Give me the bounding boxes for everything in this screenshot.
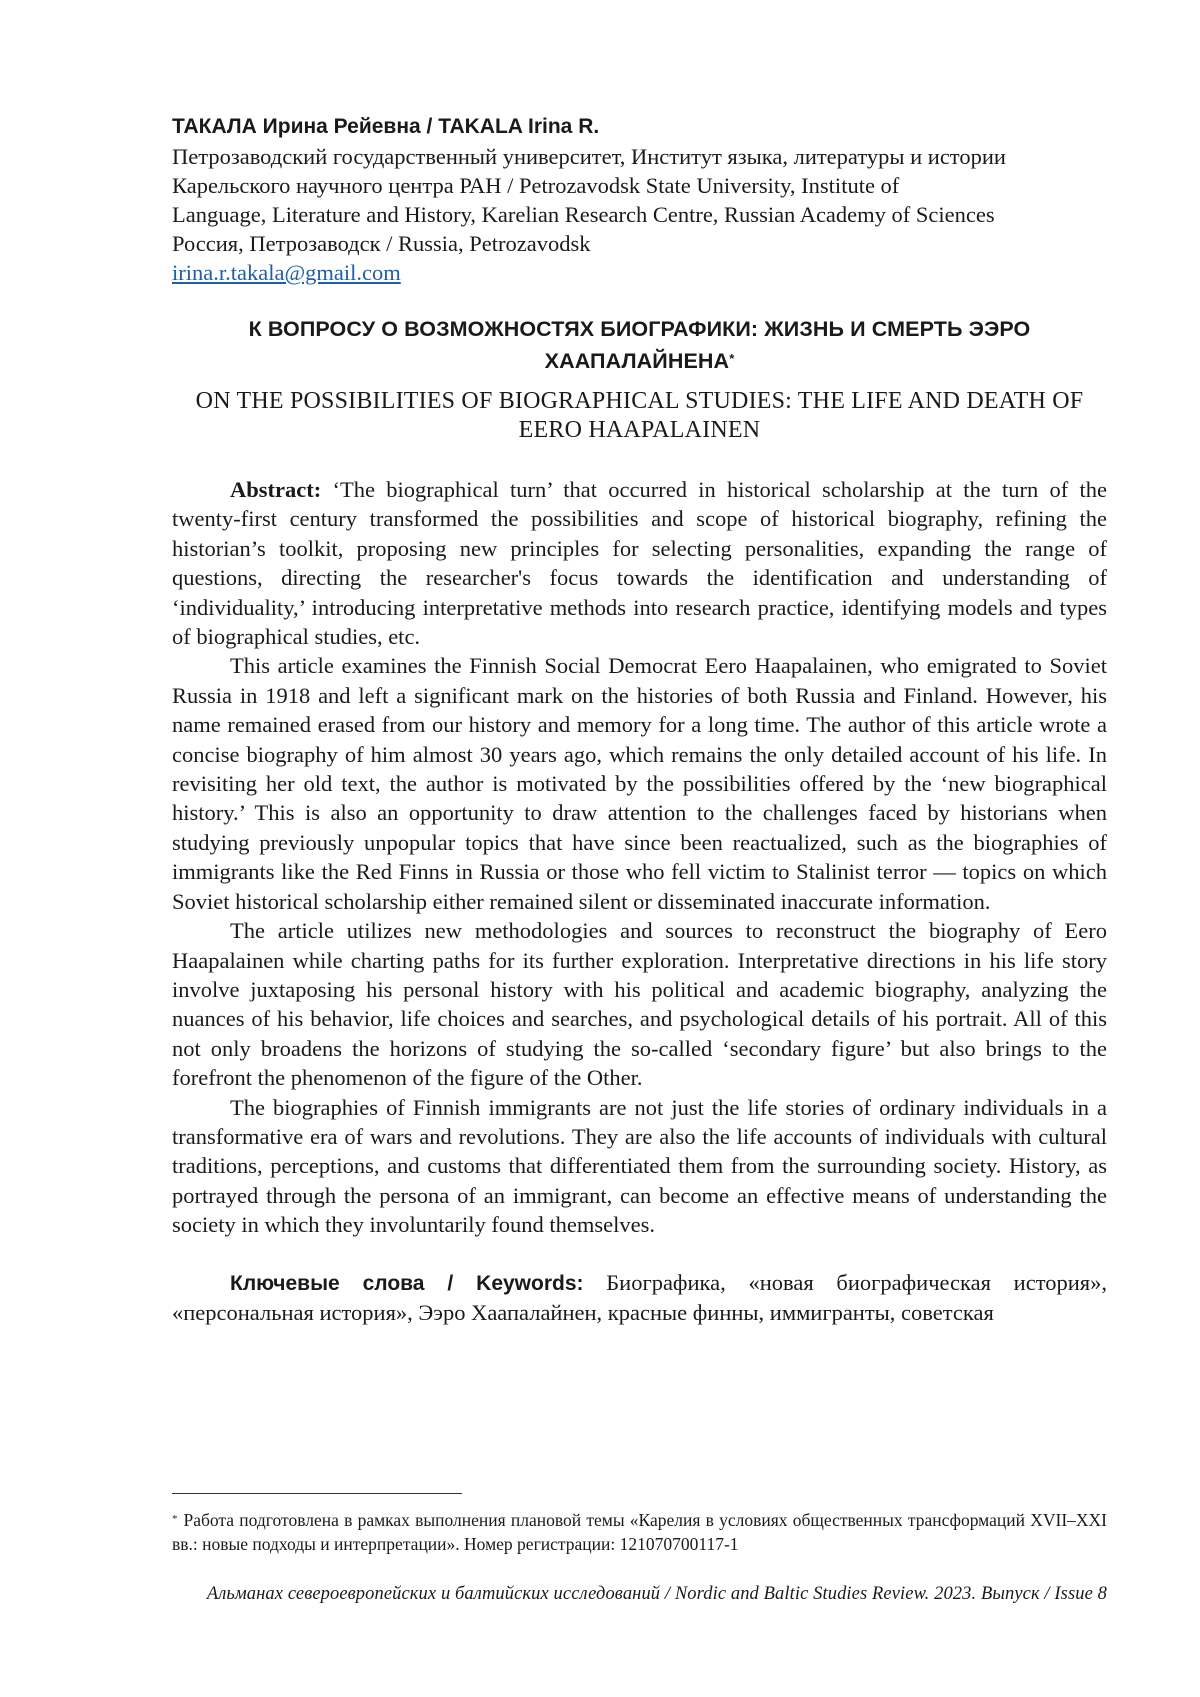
journal-footer: Альманах североевропейских и балтийских исследований / Nordic and Baltic Studies Review. 2023. Выпуск / Issue 8 [172, 1582, 1107, 1606]
author-name: ТАКАЛА Ирина Рейевна / TAKALA Irina R. [172, 112, 1107, 142]
keywords-paragraph [172, 1268, 1107, 1328]
footnote-divider [172, 1493, 462, 1494]
article-title-english: ON THE POSSIBILITIES OF BIOGRAPHICAL STUDIES: THE LIFE AND DEATH OF EERO HAAPALAINEN [172, 387, 1107, 445]
keywords-section [172, 1268, 1107, 1328]
article-first-page [172, 112, 1107, 1327]
footnote-marker: * [172, 1513, 178, 1525]
abstract-paragraph [172, 475, 1107, 651]
footnote [172, 1508, 1107, 1556]
author-affiliation [172, 142, 1107, 258]
abstract-paragraph: The biographies of Finnish immigrants are not just the life stories of ordinary individuals in a transformative era of wars and revolutions. They are also the life accounts of individuals with cultural traditions, perceptions, and customs that differentiated them from the surrounding society. History, as portrayed through the persona of an immigrant, can become an effective means of understanding the society in which they involuntarily found themselves. [172, 1093, 1107, 1240]
abstract-paragraph: The article utilizes new methodologies and sources to reconstruct the biography of Eero Haapalainen while charting paths for its further exploration. Interpretative directions in his life story involve juxtaposing his personal history with his political and academic biography, analyzing the nuances of his behavior, life choices and searches, and psychological details of his portrait. All of this not only broadens the horizons of studying the so-called ‘secondary figure’ but also brings to the forefront the phenomenon of the figure of the Other. [172, 916, 1107, 1092]
keywords-label: Ключевые слова / Keywords: [230, 1272, 584, 1295]
author-email-link[interactable]: irina.r.takala@gmail.com [172, 258, 401, 287]
article-title-russian [172, 313, 1107, 377]
title-ru-text: К ВОПРОСУ О ВОЗМОЖНОСТЯХ БИОГРАФИКИ: ЖИЗНЬ И СМЕРТЬ ЭЭРО ХААПАЛАЙНЕНА [249, 317, 1031, 373]
abstract-section [172, 475, 1107, 1240]
abstract-text: ‘The biographical turn’ that occurred in historical scholarship at the turn of the twenty-first century transformed the possibilities and scope of historical biography, refining the historian’s toolkit, proposing new principles for selecting personalities, expanding the range of questions, directing the researcher's focus towards the identification and understanding of ‘individuality,’ introducing interpretative methods into research practice, identifying models and types of biographical studies, etc. [172, 477, 1107, 649]
keywords-text: Биографика, «новая биографическая история», «персональная история», Ээро Хаапалайнен, красные финны, иммигранты, советская [172, 1270, 1107, 1325]
footnote-marker[interactable]: * [729, 351, 734, 366]
affiliation-line: Карельского научного центра РАН / Petrozavodsk State University, Institute of [172, 171, 1107, 200]
abstract-label: Abstract: [230, 477, 321, 502]
footnote-text: Работа подготовлена в рамках выполнения плановой темы «Карелия в условиях общественных трансформаций XVII–XXI вв.: новые подходы и интерпретации». Номер регистрации: 121070700117-1 [172, 1510, 1107, 1554]
abstract-paragraph: This article examines the Finnish Social Democrat Eero Haapalainen, who emigrated to Soviet Russia in 1918 and left a significant mark on the histories of both Russia and Finland. However, his name remained erased from our history and memory for a long time. The author of this article wrote a concise biography of him almost 30 years ago, which remains the only detailed account of his life. In revisiting her old text, the author is motivated by the possibilities offered by the ‘new biographical history.’ This is also an opportunity to draw attention to the challenges faced by historians when studying previously unpopular topics that have since been reactualized, such as the biographies of immigrants like the Red Finns in Russia or those who fell victim to Stalinist terror — topics on which Soviet historical scholarship either remained silent or disseminated inaccurate information. [172, 651, 1107, 916]
affiliation-line: Петрозаводский государственный университет, Институт языка, литературы и истории [172, 142, 1107, 171]
affiliation-line: Россия, Петрозаводск / Russia, Petrozavodsk [172, 229, 1107, 258]
affiliation-line: Language, Literature and History, Karelian Research Centre, Russian Academy of Sciences [172, 200, 1107, 229]
